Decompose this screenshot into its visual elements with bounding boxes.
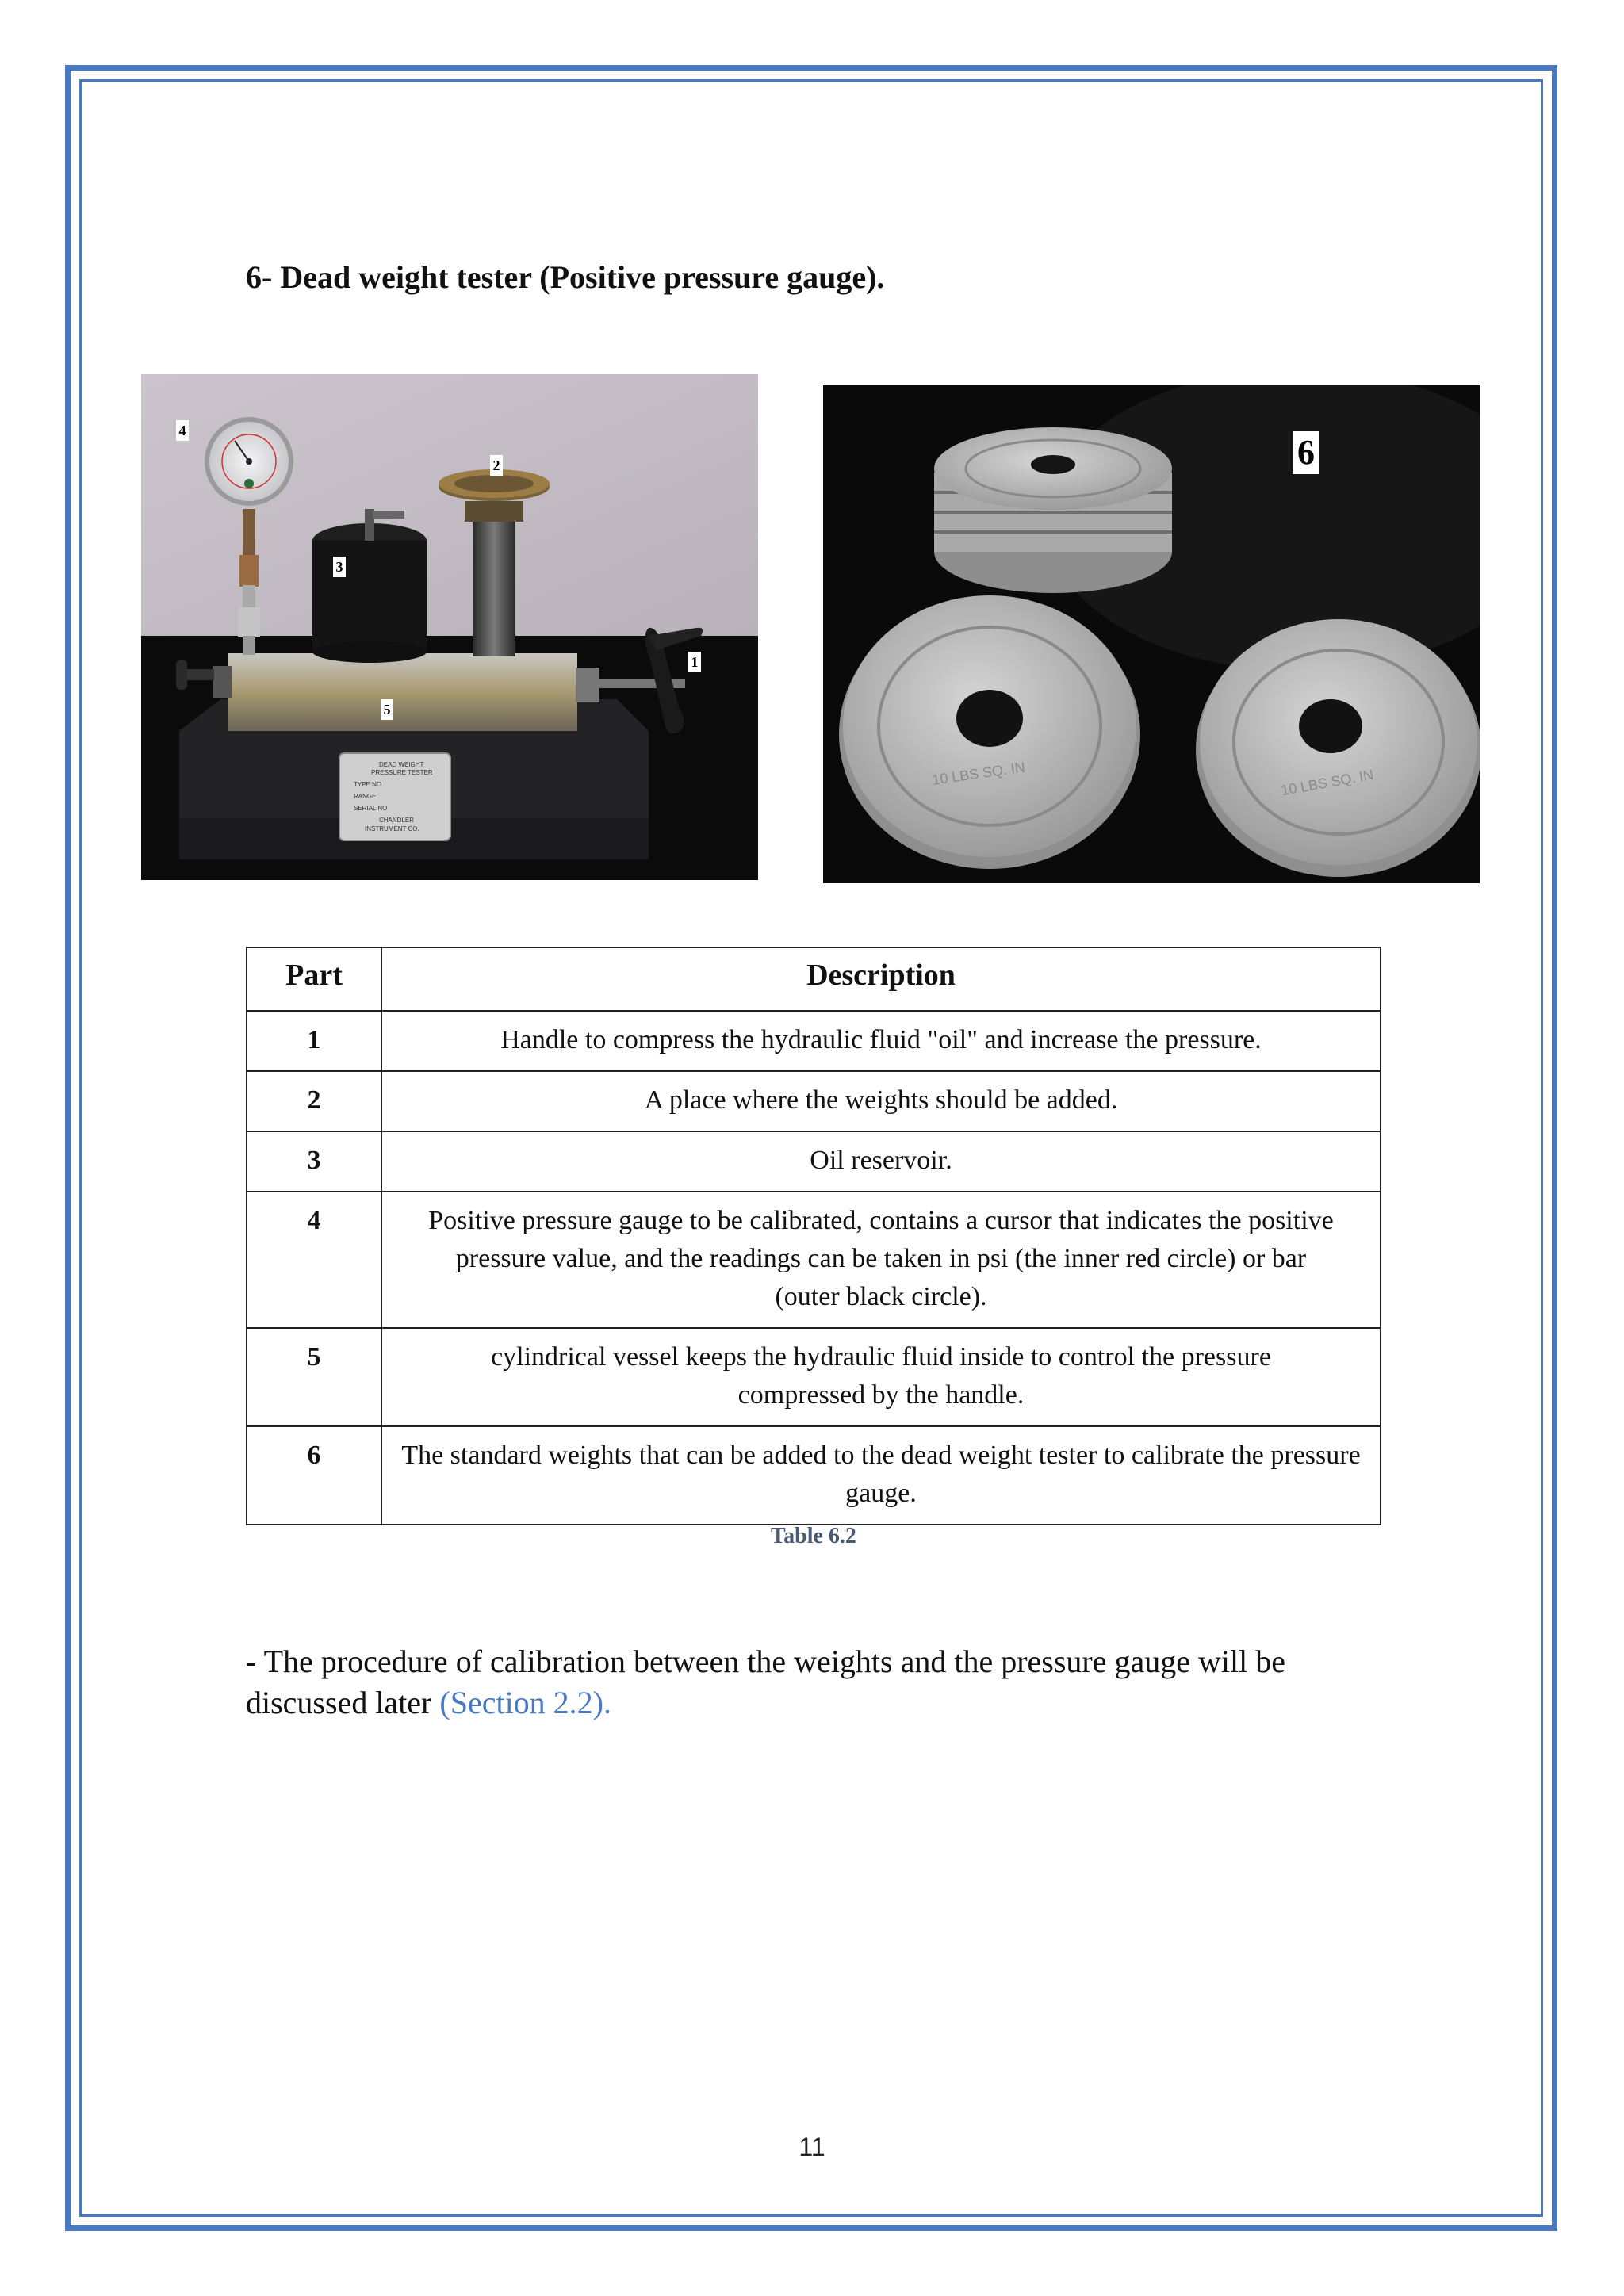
part-label-4: 4 [176, 420, 189, 441]
part-number: 5 [247, 1328, 381, 1426]
part-number: 3 [247, 1131, 381, 1192]
nameplate-line: TYPE NO [354, 781, 382, 788]
header-description: Description [381, 947, 1381, 1011]
part-description: Handle to compress the hydraulic fluid "oil" and increase the pressure. [381, 1011, 1381, 1071]
part-description: The standard weights that can be added to the dead weight tester to calibrate the pressure gauge. [381, 1426, 1381, 1525]
table-row [247, 1328, 1381, 1426]
nameplate-line: DEAD WEIGHT [379, 761, 424, 768]
nameplate-line: INSTRUMENT CO. [365, 825, 419, 832]
part-description: A place where the weights should be added. [381, 1071, 1381, 1131]
table-row [247, 1071, 1381, 1131]
parts-table [246, 947, 1381, 1525]
section-reference-link[interactable]: (Section 2.2). [439, 1685, 611, 1720]
page-number: 11 [799, 2133, 825, 2161]
part-description: cylindrical vessel keeps the hydraulic fluid inside to control the pressure compressed by the handle. [381, 1328, 1381, 1426]
procedure-paragraph [246, 1641, 1404, 1724]
nameplate-line: RANGE [354, 793, 377, 800]
part-number: 2 [247, 1071, 381, 1131]
standard-weights-photo [823, 385, 1480, 883]
table-row [247, 1011, 1381, 1071]
part-description: Positive pressure gauge to be calibrated, contains a cursor that indicates the positive pressure value, and the readings can be taken in psi (the inner red circle) or bar (outer black circle). [381, 1192, 1381, 1328]
nameplate-line: CHANDLER [379, 817, 415, 824]
table-header-row [247, 947, 1381, 1011]
part-number: 6 [247, 1426, 381, 1525]
part-label-6: 6 [1293, 431, 1320, 474]
weight-stamp-right: 10 LBS SQ. IN [1279, 767, 1375, 799]
part-number: 4 [247, 1192, 381, 1328]
nameplate-line: SERIAL NO [354, 805, 388, 812]
paragraph-text: - The procedure of calibration between the weights and the pressure gauge will be discussed later [246, 1644, 1285, 1720]
part-label-5: 5 [381, 699, 393, 720]
part-description: Oil reservoir. [381, 1131, 1381, 1192]
weight-stamp-left: 10 LBS SQ. IN [931, 759, 1026, 788]
table-row [247, 1131, 1381, 1192]
nameplate-line: PRESSURE TESTER [371, 769, 433, 776]
part-label-2: 2 [490, 455, 503, 476]
dead-weight-tester-photo [141, 374, 758, 880]
part-label-3: 3 [333, 557, 346, 577]
table-caption: Table 6.2 [771, 1524, 856, 1548]
header-part: Part [247, 947, 381, 1011]
table-row [247, 1192, 1381, 1328]
table-row [247, 1426, 1381, 1525]
part-number: 1 [247, 1011, 381, 1071]
part-label-1: 1 [688, 652, 701, 672]
section-heading: 6- Dead weight tester (Positive pressure gauge). [246, 259, 885, 295]
